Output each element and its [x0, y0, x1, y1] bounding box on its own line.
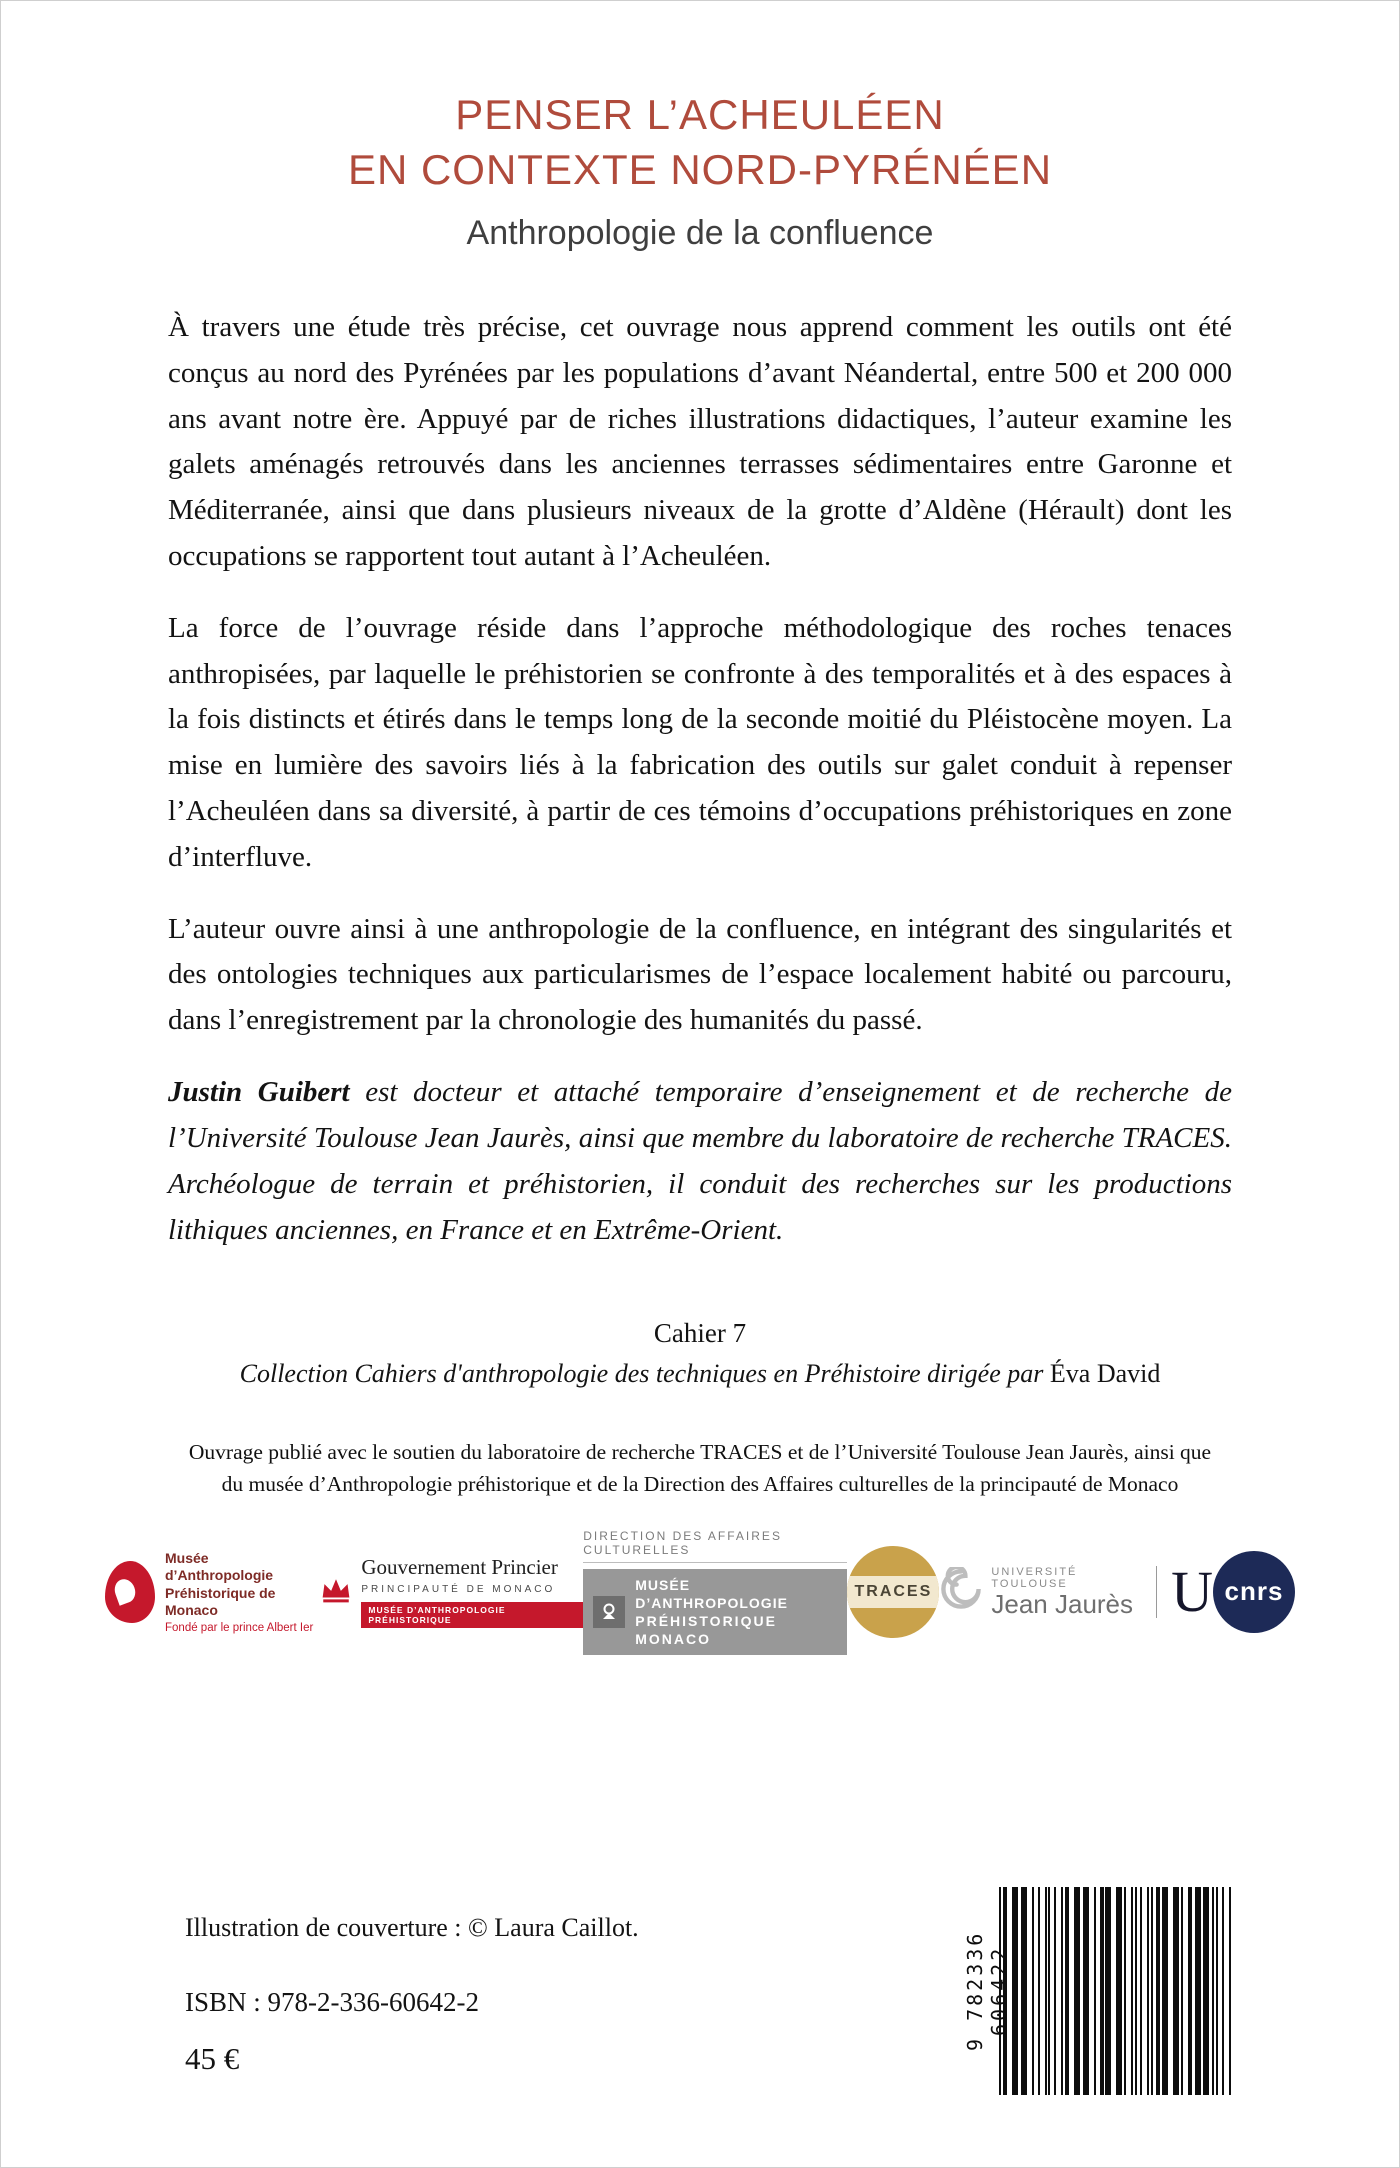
musee-anthropologie-monaco-logo	[105, 1550, 319, 1634]
publisher-logos-row	[105, 1529, 1295, 1656]
direction-affaires-culturelles-logo	[583, 1529, 847, 1656]
author-name: Justin Guibert	[168, 1076, 350, 1109]
back-cover-text	[168, 305, 1232, 1253]
ut2j-u-mark: U	[1171, 1558, 1213, 1624]
collection-director: Éva David	[1049, 1358, 1161, 1388]
dac-title: DIRECTION DES AFFAIRES CULTURELLES	[583, 1529, 847, 1563]
ut2j-name-line2: Jean Jaurès	[991, 1588, 1134, 1619]
traces-label: TRACES	[854, 1582, 933, 1600]
author-bio	[168, 1070, 1232, 1253]
support-note	[1, 1436, 1399, 1501]
museum-logo-text	[165, 1550, 319, 1634]
cahier-number: Cahier 7	[653, 1318, 747, 1349]
museum-drop-icon	[105, 1561, 155, 1623]
dac-box-line2: PRÉHISTORIQUE MONACO	[635, 1612, 777, 1648]
barcode-number: 9 782336 606422	[963, 1930, 1011, 2052]
dac-box-line1: MUSÉE D’ANTHROPOLOGIE	[635, 1576, 788, 1611]
cnrs-label: cnrs	[1224, 1576, 1284, 1607]
cover-illustration-credit: Illustration de couverture : © Laura Caillot.	[185, 1913, 639, 1942]
support-line1: Ouvrage publié avec le soutien du laboratoire de recherche TRACES et de l’Université Toulouse Jean Jaurès, ainsi que	[188, 1440, 1212, 1465]
author-bio-text: est docteur et attaché temporaire d’enseignement et de recherche de l’Université Toulouse Jean Jaurès, ainsi que membre du laboratoire de recherche TRACES. Archéologue de terrain et préhistorien, il conduit des recherches sur les productions lithiques anciennes, en France et en Extrême-Orient.	[168, 1076, 1232, 1246]
price: 45 €	[185, 2041, 240, 2076]
dac-museum-box	[583, 1569, 847, 1656]
title-line1: PENSER L’ACHEULÉEN	[455, 91, 945, 138]
collection-line	[1, 1354, 1399, 1394]
barcode	[963, 1885, 1241, 2097]
gouvernement-name: Gouvernement Princier	[361, 1555, 558, 1580]
support-line2: du musée d’Anthropologie préhistorique et de la Direction des Affaires culturelles de la principauté de Monaco	[221, 1472, 1179, 1497]
ut2j-swirl-icon	[939, 1567, 983, 1616]
traces-band	[847, 1576, 939, 1608]
isbn: ISBN : 978-2-336-60642-2	[185, 1987, 479, 2017]
museum-pictogram-icon	[593, 1596, 625, 1628]
gouvernement-text	[361, 1556, 583, 1627]
title-line2: EN CONTEXTE NORD-PYRÉNÉEN	[347, 146, 1053, 194]
paragraph-2: La force de l’ouvrage réside dans l’approche méthodologique des roches tenaces anthropisées, par laquelle le préhistorien se confronte à des temporalités et à des espaces à la fois distincts et étirés dans le temps long de la seconde moitié du Pléistocène moyen. La mise en lumière des savoirs liés à la fabrication des outils sur galet conduit à repenser l’Acheuléen dans sa diversité, à partir de ces témoins d’occupations préhistoriques en zone d’interfluve.	[168, 611, 1232, 873]
ut2j-text	[991, 1566, 1142, 1619]
crown-icon	[319, 1574, 353, 1609]
logo-divider	[1156, 1566, 1157, 1618]
traces-logo	[847, 1546, 939, 1638]
subtitle: Anthropologie de la confluence	[466, 213, 934, 252]
header	[1, 1, 1399, 253]
universite-toulouse-logo	[939, 1558, 1213, 1624]
barcode-bars	[999, 1885, 1241, 2097]
paragraph-1: À travers une étude très précise, cet ouvrage nous apprend comment les outils ont été conçus au nord des Pyrénées par les populations d’avant Néandertal, entre 500 et 200 000 ans avant notre ère. Appuyé par de riches illustrations didactiques, l’auteur examine les galets aménagés retrouvés dans les anciennes terrasses sédimentaires entre Garonne et Méditerranée, ainsi que dans plusieurs niveaux de la grotte d’Aldène (Hérault) dont les occupations se rapportent tout autant à l’Acheuléen.	[168, 310, 1232, 572]
museum-tagline: Fondé par le prince Albert Ier	[165, 1621, 314, 1634]
museum-name-line2: Préhistorique de Monaco	[165, 1584, 276, 1619]
gouvernement-princier-logo	[319, 1556, 583, 1627]
dac-box-text	[635, 1576, 837, 1649]
gouvernement-museum-strip: MUSÉE D’ANTHROPOLOGIE PRÉHISTORIQUE	[361, 1602, 583, 1628]
museum-name-line1: Musée d’Anthropologie	[165, 1549, 274, 1584]
cnrs-logo	[1213, 1551, 1295, 1633]
paragraph-3: L’auteur ouvre ainsi à une anthropologie de la confluence, en intégrant des singularités et des ontologies techniques aux particularismes de l’espace localement habité ou parcouru, dans l’enregistrement par la chronologie des humanités du passé.	[168, 912, 1232, 1037]
gouvernement-subtitle: PRINCIPAUTÉ DE MONACO	[361, 1583, 556, 1595]
collection-title: Collection Cahiers d'anthropologie des techniques en Préhistoire dirigée par	[239, 1358, 1050, 1388]
ut2j-name-line1: UNIVERSITÉ TOULOUSE	[991, 1565, 1078, 1590]
collection-block	[1, 1313, 1399, 1394]
